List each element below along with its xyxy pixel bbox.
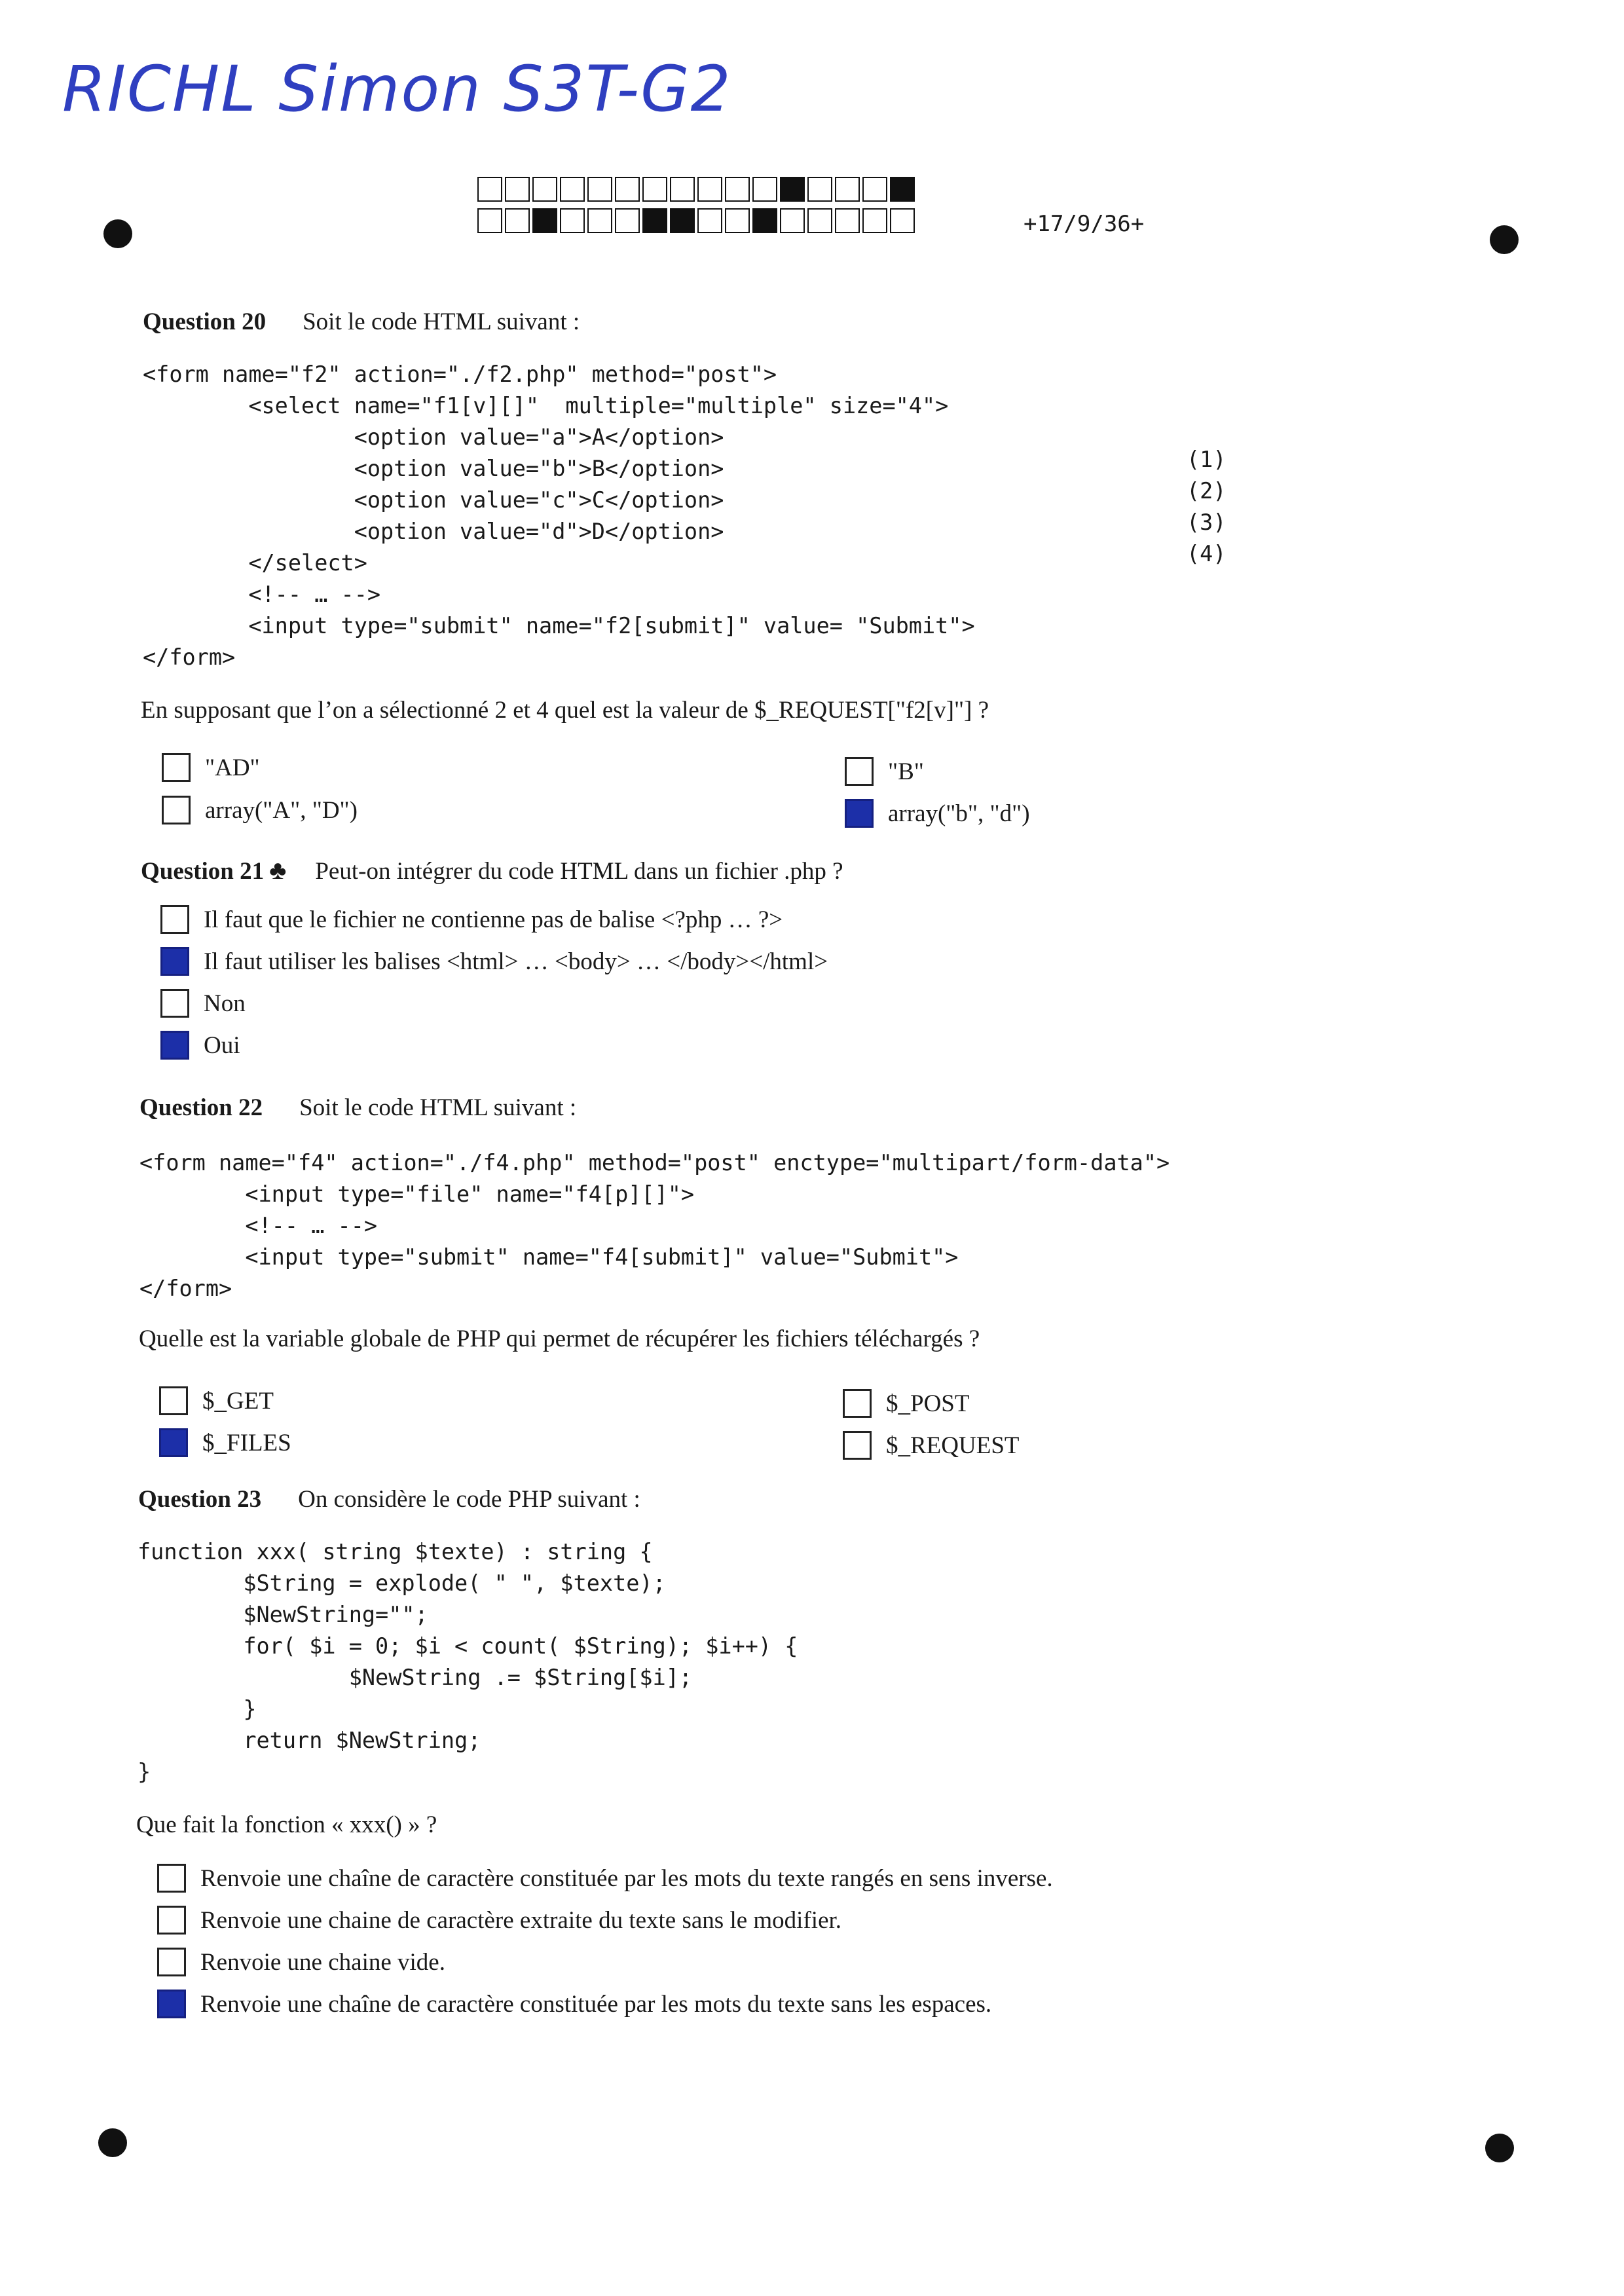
student-name-handwriting: RICHL Simon S3T-G2 xyxy=(62,52,732,126)
q20-option-1-label: "AD" xyxy=(205,754,260,781)
q23-option-2[interactable] xyxy=(157,1906,841,1935)
q21-option-4[interactable] xyxy=(160,1031,240,1060)
barcode-cell xyxy=(560,177,585,202)
barcode-cell xyxy=(725,177,750,202)
question-23-title xyxy=(138,1485,640,1513)
barcode-cell xyxy=(725,208,750,233)
barcode-cell xyxy=(670,177,695,202)
question-23-code: function xxx( string $texte) : string { $String = explode( " ", $texte); $NewString=""; for( $i = 0; $i < count( $String); $i++) { $NewString .= $String[$i]; } return $NewString; } xyxy=(138,1539,798,1785)
question-20-text: En supposant que l’on a sélectionné 2 et 4 quel est la valeur de $_REQUEST["f2[v]"] ? xyxy=(141,697,989,724)
question-23-text: Que fait la fonction « xxx() » ? xyxy=(136,1811,437,1838)
barcode-cell xyxy=(780,177,805,202)
barcode-cell xyxy=(532,177,557,202)
barcode-cell xyxy=(807,177,832,202)
q20-option-3-label: "B" xyxy=(888,758,924,785)
q21-option-2-label: Il faut utiliser les balises <html> … <body> … </body></html> xyxy=(204,948,828,975)
barcode-row-2 xyxy=(477,208,917,233)
question-22-intro: Soit le code HTML suivant : xyxy=(299,1094,577,1121)
q20-option-4-label: array("b", "d") xyxy=(888,800,1030,827)
barcode-cell xyxy=(505,177,530,202)
barcode-cell xyxy=(560,208,585,233)
registration-mark-bottom-left xyxy=(98,2128,127,2157)
question-21-title xyxy=(141,855,843,885)
q23-checkbox-3[interactable] xyxy=(157,1948,186,1976)
q20-checkbox-4[interactable] xyxy=(845,799,874,828)
question-21-label: Question 21 xyxy=(141,858,265,885)
q23-option-3[interactable] xyxy=(157,1948,445,1976)
q22-option-1[interactable] xyxy=(159,1386,274,1415)
question-21-intro: Peut-on intégrer du code HTML dans un fichier .php ? xyxy=(315,858,843,885)
question-20-label: Question 20 xyxy=(143,308,267,335)
question-20-intro: Soit le code HTML suivant : xyxy=(303,308,580,335)
barcode-cell xyxy=(890,208,915,233)
q22-option-4-label: $_REQUEST xyxy=(886,1432,1020,1459)
question-20-code: <form name="f2" action="./f2.php" method="post"> <select name="f1[v][]" multiple="multiple" size="4"> <option value="a">A</option> <option value="b">B</option> <option value="c">C</option> <option value="d">D</option> </select> <!-- … --> <input type="submit" name="f2[submit]" value= "Submit"> </form> xyxy=(143,361,975,670)
q22-checkbox-3[interactable] xyxy=(843,1389,872,1418)
q22-option-3-label: $_POST xyxy=(886,1390,970,1417)
q21-checkbox-1[interactable] xyxy=(160,905,189,934)
q20-option-1[interactable] xyxy=(162,753,260,782)
q20-option-4[interactable] xyxy=(845,799,1030,828)
q23-option-4-label: Renvoie une chaîne de caractère constituée par les mots du texte sans les espaces. xyxy=(200,1990,992,2018)
barcode-cell xyxy=(477,177,502,202)
q20-option-2[interactable] xyxy=(162,796,358,824)
barcode-cell xyxy=(780,208,805,233)
q20-option-3[interactable] xyxy=(845,757,924,786)
barcode-cell xyxy=(587,177,612,202)
registration-mark-bottom-right xyxy=(1485,2134,1514,2162)
barcode-cell xyxy=(862,208,887,233)
barcode-cell xyxy=(670,208,695,233)
barcode-cell xyxy=(532,208,557,233)
q21-checkbox-4[interactable] xyxy=(160,1031,189,1060)
q22-option-4[interactable] xyxy=(843,1431,1020,1460)
barcode-cell xyxy=(835,177,860,202)
q22-option-3[interactable] xyxy=(843,1389,969,1418)
q22-checkbox-2[interactable] xyxy=(159,1428,188,1457)
q21-checkbox-3[interactable] xyxy=(160,989,189,1018)
question-22-title xyxy=(139,1094,576,1122)
barcode-cell xyxy=(642,177,667,202)
registration-mark-top-left xyxy=(103,219,132,248)
q20-checkbox-1[interactable] xyxy=(162,753,191,782)
barcode-cell xyxy=(615,208,640,233)
barcode-cell xyxy=(697,208,722,233)
barcode-cell xyxy=(615,177,640,202)
q21-option-3[interactable] xyxy=(160,989,246,1018)
q21-option-1[interactable] xyxy=(160,905,783,934)
barcode-cell xyxy=(477,208,502,233)
q23-checkbox-4[interactable] xyxy=(157,1990,186,2018)
barcode-row-1 xyxy=(477,177,917,202)
question-22-text: Quelle est la variable globale de PHP qui permet de récupérer les fichiers téléchargés ? xyxy=(139,1325,980,1352)
barcode-cell xyxy=(862,177,887,202)
q22-option-2-label: $_FILES xyxy=(202,1429,291,1456)
page-code: +17/9/36+ xyxy=(1024,211,1145,237)
barcode-cell xyxy=(587,208,612,233)
question-20-title xyxy=(143,308,580,336)
club-icon: ♣ xyxy=(269,855,287,885)
q21-option-2[interactable] xyxy=(160,947,828,976)
q20-checkbox-2[interactable] xyxy=(162,796,191,824)
barcode-cell xyxy=(642,208,667,233)
q23-option-1-label: Renvoie une chaîne de caractère constituée par les mots du texte rangés en sens inverse. xyxy=(200,1864,1053,1892)
barcode-cell xyxy=(505,208,530,233)
question-22-code: <form name="f4" action="./f4.php" method="post" enctype="multipart/form-data"> <input type="file" name="f4[p][]"> <!-- … --> <input type="submit" name="f4[submit]" value="Submit"> </form> xyxy=(139,1150,1170,1301)
question-23-intro: On considère le code PHP suivant : xyxy=(298,1486,640,1513)
barcode-cell xyxy=(752,177,777,202)
q20-checkbox-3[interactable] xyxy=(845,757,874,786)
q23-checkbox-1[interactable] xyxy=(157,1864,186,1893)
question-20-line-numbers: (1) (2) (3) (4) xyxy=(1187,446,1227,566)
q21-option-4-label: Oui xyxy=(204,1031,240,1059)
q22-checkbox-1[interactable] xyxy=(159,1386,188,1415)
barcode-cell xyxy=(752,208,777,233)
q21-checkbox-2[interactable] xyxy=(160,947,189,976)
registration-mark-top-right xyxy=(1490,225,1519,254)
q23-option-2-label: Renvoie une chaine de caractère extraite du texte sans le modifier. xyxy=(200,1906,842,1934)
question-22-label: Question 22 xyxy=(139,1094,263,1121)
q20-option-2-label: array("A", "D") xyxy=(205,796,358,824)
barcode-cell xyxy=(807,208,832,233)
q23-checkbox-2[interactable] xyxy=(157,1906,186,1935)
q22-checkbox-4[interactable] xyxy=(843,1431,872,1460)
q23-option-1[interactable] xyxy=(157,1864,1053,1893)
q23-option-3-label: Renvoie une chaine vide. xyxy=(200,1948,445,1976)
barcode-cell xyxy=(697,177,722,202)
q23-option-4[interactable] xyxy=(157,1990,991,2018)
question-23-label: Question 23 xyxy=(138,1486,262,1513)
q22-option-2[interactable] xyxy=(159,1428,291,1457)
barcode-cell xyxy=(835,208,860,233)
q21-option-1-label: Il faut que le fichier ne contienne pas de balise <?php … ?> xyxy=(204,906,783,933)
q22-option-1-label: $_GET xyxy=(202,1387,274,1415)
barcode-cell xyxy=(890,177,915,202)
q21-option-3-label: Non xyxy=(204,990,246,1017)
